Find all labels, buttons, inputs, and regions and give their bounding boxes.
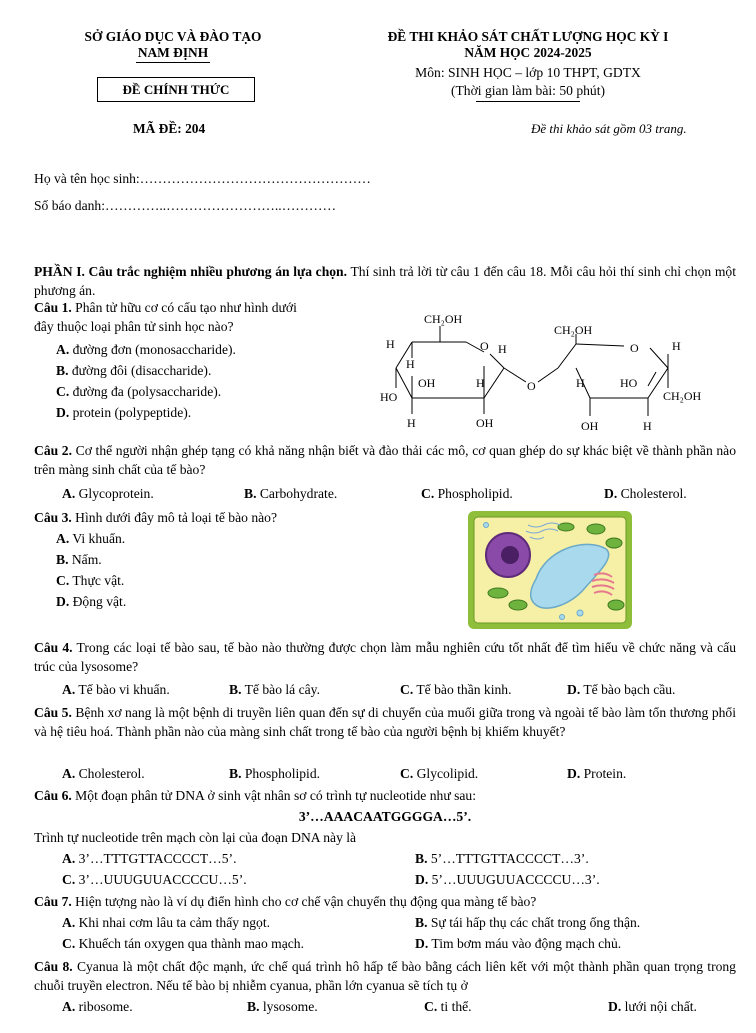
mol-o-ring-left: O (480, 339, 489, 353)
q8-option-b[interactable]: B. lysosome. (247, 999, 318, 1014)
mol-h-8: H (643, 419, 652, 433)
nucleolus (501, 546, 519, 564)
q7-option-c[interactable]: C. Khuếch tán oxygen qua thành mao mạch. (62, 936, 304, 951)
q1-text-1: Phân tử hữu cơ có cấu tạo như hình dưới (71, 300, 297, 315)
q3-option-d[interactable]: D. Động vật. (56, 594, 127, 609)
mol-ch2oh-right: CH₂OH (554, 323, 593, 337)
q1-option-c[interactable]: C. đường đa (polysaccharide). (56, 384, 222, 399)
q1-option-a[interactable]: A. đường đơn (monosaccharide). (56, 342, 236, 357)
q2-option-a[interactable]: A. Glycoprotein. (62, 486, 154, 501)
q1-label: Câu 1. (34, 300, 72, 315)
disaccharide-structure-figure (380, 306, 710, 436)
part1-header (34, 262, 736, 300)
q3-text: Hình dưới đây mô tả loại tế bào nào? (71, 510, 277, 525)
q1-line1 (34, 300, 297, 316)
q4-option-b[interactable]: B. Tế bào lá cây. (229, 682, 320, 697)
q2-label: Câu 2. (34, 443, 73, 458)
exam-title: ĐỀ THI KHẢO SÁT CHẤT LƯỢNG HỌC KỲ I (387, 29, 669, 44)
q5-option-c[interactable]: C. Glycolipid. (400, 766, 479, 781)
vesicle-3 (484, 523, 489, 528)
mol-oh-3: OH (581, 419, 599, 433)
q8-option-a[interactable]: A. ribosome. (62, 999, 133, 1014)
q4-label: Câu 4. (34, 640, 73, 655)
q4-option-d[interactable]: D. Tế bào bạch cầu. (567, 682, 676, 697)
official-badge: ĐỀ CHÍNH THỨC (97, 77, 255, 102)
q1-option-d[interactable]: D. protein (polypeptide). (56, 405, 192, 420)
mol-h-6: H (672, 339, 681, 353)
part1-instruction: Thí sinh trả lời từ câu 1 đến câu 18. Mỗi câu hỏi thí sinh chỉ chọn một phương án. (34, 264, 737, 298)
q7-option-d[interactable]: D. Tim bơm máu vào động mạch chủ. (415, 936, 622, 951)
q3-option-b[interactable]: B. Nấm. (56, 552, 102, 567)
q5-text: Bệnh xơ nang là một bệnh di truyền liên quan đến sự di chuyển của muối giữa trong và ngoài tế bào làm tổn thương phổi và hệ tiêu hoá. Thành phần nào của màng sinh chất trong tế bào của người bệnh bị khiếm khuyết? (34, 705, 736, 739)
q3-option-a[interactable]: A. Vi khuẩn. (56, 531, 126, 546)
chloroplast-5 (608, 600, 624, 610)
q6-text: Một đoạn phân tử DNA ở sinh vật nhân sơ có trình tự nucleotide như sau: (71, 788, 476, 803)
q8-option-c[interactable]: C. ti thể. (424, 999, 472, 1014)
mol-h-3: H (498, 342, 507, 356)
q4-text: Trong các loại tế bào sau, tế bào nào thường được chọn làm mẫu nghiên cứu tốt nhất để tìm hiểu về chức năng và cấu trúc của lysosome? (34, 640, 736, 674)
q5-label: Câu 5. (34, 705, 72, 720)
q4-option-c[interactable]: C. Tế bào thần kinh. (400, 682, 512, 697)
part1-heading: PHẦN I. Câu trắc nghiệm nhiều phương án lựa chọn. (34, 264, 348, 279)
student-name-line: Họ và tên học sinh:…………………………………………… (34, 171, 371, 186)
q7-stem (34, 894, 536, 910)
school-year: NĂM HỌC 2024-2025 (464, 45, 592, 60)
plant-cell-figure (466, 509, 634, 631)
vesicle-2 (560, 615, 565, 620)
mol-h-4: H (476, 376, 485, 390)
time-line: (Thời gian làm bài: 50 phút) (450, 83, 606, 98)
chloroplast-3 (587, 524, 605, 534)
dept-name: SỞ GIÁO DỤC VÀ ĐÀO TẠO (84, 29, 262, 44)
mol-oh-1: OH (418, 376, 436, 390)
q2-option-d[interactable]: D. Cholesterol. (604, 486, 687, 501)
mol-ch2oh-bottom: CH₂OH (663, 389, 702, 403)
chloroplast-1 (488, 588, 508, 598)
q8-text: Cyanua là một chất độc mạnh, ức chế quá trình hô hấp tế bào bằng cách liên kết với một thành phần quan trọng trong chuỗi truyền electron. Nếu tế bào bị nhiễm cyanua, phần lớn cyanua sẽ tích tụ ở (34, 959, 736, 993)
pages-note: Đề thi khảo sát gồm 03 trang. (531, 121, 687, 136)
mol-h-1: H (386, 337, 395, 351)
chloroplast-4 (606, 538, 622, 548)
q7-text: Hiện tượng nào là ví dụ điển hình cho cơ chế vận chuyển thụ động qua màng tế bào? (71, 894, 537, 909)
dept-location: NAM ĐỊNH (137, 45, 209, 60)
vesicle-1 (577, 610, 583, 616)
mol-o-ring-right: O (630, 341, 639, 355)
q6-option-b[interactable]: B. 5’…TTTGTTACCCCT…3’. (415, 851, 589, 866)
q5-stem (34, 703, 736, 741)
q2-text: Cơ thể người nhận ghép tạng có khả năng nhận biết và đào thải các mô, cơ quan ghép do sự khác biệt về thành phần nào trên màng sinh chất của tế bào? (34, 443, 736, 477)
q6-stem (34, 788, 476, 804)
q6-question: Trình tự nucleotide trên mạch còn lại của đoạn DNA này là (34, 830, 357, 845)
mol-h-2: H (406, 357, 415, 371)
mol-ho-right: HO (620, 376, 638, 390)
q3-label: Câu 3. (34, 510, 72, 525)
mol-h-7: H (576, 376, 585, 390)
q5-option-a[interactable]: A. Cholesterol. (62, 766, 145, 781)
q3-stem (34, 510, 277, 526)
q5-option-d[interactable]: D. Protein. (567, 766, 627, 781)
q2-stem (34, 441, 736, 479)
q7-option-b[interactable]: B. Sự tái hấp thụ các chất trong ống thận. (415, 915, 641, 930)
q4-option-a[interactable]: A. Tế bào vi khuẩn. (62, 682, 170, 697)
q4-stem (34, 638, 736, 676)
header-underline-right (476, 101, 580, 102)
q8-option-d[interactable]: D. lưới nội chất. (608, 999, 697, 1014)
q6-option-c[interactable]: C. 3’…UUUGUUACCCCU…5’. (62, 872, 247, 887)
q8-label: Câu 8. (34, 959, 73, 974)
q1-text-2: đây thuộc loại phân tử sinh học nào? (34, 319, 234, 334)
q2-option-b[interactable]: B. Carbohydrate. (244, 486, 338, 501)
header-underline-left (136, 62, 210, 63)
subject-line: Môn: SINH HỌC – lớp 10 THPT, GDTX (415, 65, 641, 80)
student-id-line: Số báo danh:…………..……………………..………… (34, 198, 337, 213)
mol-h-5: H (407, 416, 416, 430)
chloroplast-2 (509, 600, 527, 610)
q2-option-c[interactable]: C. Phospholipid. (421, 486, 513, 501)
exam-code: MÃ ĐỀ: 204 (133, 121, 206, 136)
q6-label: Câu 6. (34, 788, 72, 803)
mol-o-bridge: O (527, 379, 536, 393)
q6-option-d[interactable]: D. 5’…UUUGUUACCCCU…3’. (415, 872, 600, 887)
q7-label: Câu 7. (34, 894, 72, 909)
chloroplast-6 (558, 523, 574, 531)
q5-option-b[interactable]: B. Phospholipid. (229, 766, 321, 781)
q1-option-b[interactable]: B. đường đôi (disaccharide). (56, 363, 212, 378)
q3-option-c[interactable]: C. Thực vật. (56, 573, 125, 588)
q8-stem (34, 957, 736, 995)
mol-ch2oh-left: CH₂OH (424, 312, 463, 326)
q6-option-a[interactable]: A. 3’…TTTGTTACCCCT…5’. (62, 851, 237, 866)
q7-option-a[interactable]: A. Khi nhai cơm lâu ta cảm thấy ngọt. (62, 915, 271, 930)
q6-sequence: 3’…AAACAATGGGGA…5’. (298, 809, 472, 824)
mol-ho-left: HO (380, 390, 398, 404)
mol-oh-2: OH (476, 416, 494, 430)
